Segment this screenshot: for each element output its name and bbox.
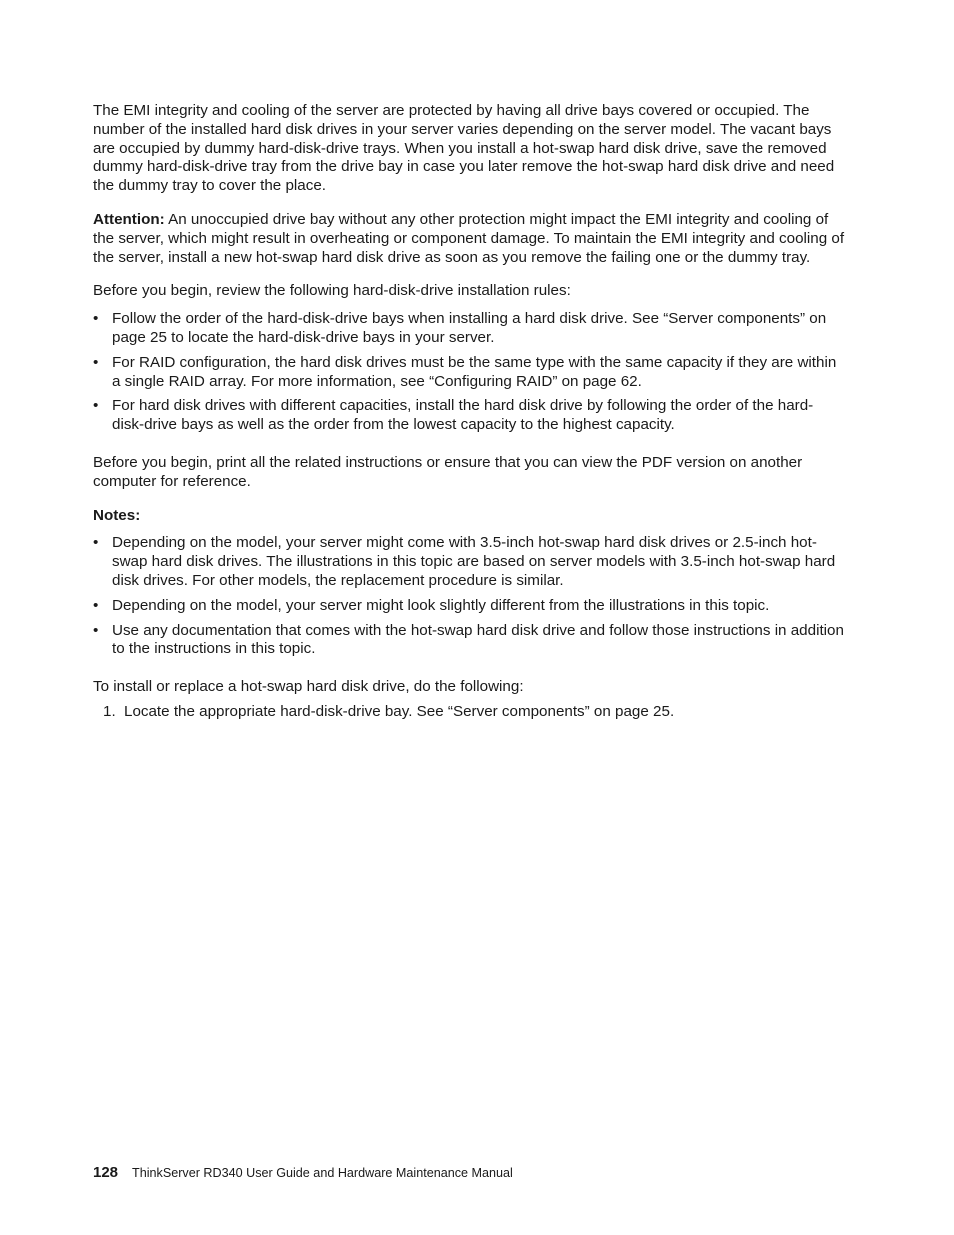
list-item-text: Depending on the model, your server might come with 3.5-inch hot-swap hard disk drives or 2.5-inch hot-swap hard disk drives. The illustrations in this topic are based on server models with 3.5-inch hot-swap hard disk drives. For other models, the replacement procedure is similar. bbox=[112, 534, 836, 589]
attention-paragraph bbox=[93, 211, 845, 267]
list-item-text: For hard disk drives with different capacities, install the hard disk drive by following the order of the hard-disk-drive bays as well as the order from the lowest capacity to the highest capacity. bbox=[112, 397, 814, 434]
emi-paragraph: The EMI integrity and cooling of the server are protected by having all drive bays covered or occupied. The number of the installed hard disk drives in your server varies depending on the server model. The vacant bays are occupied by dummy hard-disk-drive trays. When you install a hot-swap hard disk drive, save the removed dummy hard-disk-drive tray from the drive bay in case you later remove the hot-swap hard disk drive and need the dummy tray to cover the place. bbox=[93, 102, 835, 195]
rules-list bbox=[93, 310, 845, 435]
bullet-icon: • bbox=[93, 596, 99, 614]
list-item bbox=[93, 354, 845, 392]
step-text: Locate the appropriate hard-disk-drive bay. See “Server components” on page 25. bbox=[124, 702, 675, 720]
bullet-icon: • bbox=[93, 534, 99, 552]
list-item-text: For RAID configuration, the hard disk drives must be the same type with the same capacity if they are within a single RAID array. For more information, see “Configuring RAID” on page 62. bbox=[112, 353, 837, 390]
notes-list bbox=[93, 534, 845, 659]
bullet-icon: • bbox=[93, 397, 99, 415]
print-paragraph: Before you begin, print all the related instructions or ensure that you can view the PDF version on another computer for reference. bbox=[93, 453, 803, 490]
step-item bbox=[93, 703, 845, 722]
manual-title: ThinkServer RD340 User Guide and Hardware Maintenance Manual bbox=[132, 1166, 513, 1180]
notes-heading: Notes: bbox=[93, 506, 141, 524]
page-footer bbox=[93, 1164, 513, 1182]
page-number: 128 bbox=[93, 1164, 119, 1181]
procedure-steps bbox=[93, 703, 845, 722]
attention-label: Attention: bbox=[93, 210, 165, 228]
list-item-text: Follow the order of the hard-disk-drive bays when installing a hard disk drive. See “Server components” on page 25 to locate the hard-disk-drive bays in your server. bbox=[112, 310, 827, 346]
attention-text: An unoccupied drive bay without any other protection might impact the EMI integrity and cooling of the server, which might result in overheating or component damage. To maintain the EMI integrity and cooling of the server, install a new hot-swap hard disk drive as soon as you remove the failing one or the dummy tray. bbox=[93, 210, 845, 266]
list-item bbox=[93, 534, 845, 590]
list-item bbox=[93, 597, 845, 616]
procedure-intro: To install or replace a hot-swap hard disk drive, do the following: bbox=[93, 678, 524, 696]
list-item bbox=[93, 397, 845, 435]
step-number: 1. bbox=[103, 702, 116, 720]
rules-intro: Before you begin, review the following hard-disk-drive installation rules: bbox=[93, 282, 571, 300]
list-item-text: Depending on the model, your server might look slightly different from the illustrations in this topic. bbox=[112, 596, 770, 614]
page-content bbox=[93, 102, 845, 722]
list-item bbox=[93, 622, 845, 660]
list-item-text: Use any documentation that comes with the hot-swap hard disk drive and follow those instructions in addition to the instructions in this topic. bbox=[112, 621, 844, 658]
bullet-icon: • bbox=[93, 621, 99, 639]
list-item bbox=[93, 310, 845, 348]
bullet-icon: • bbox=[93, 310, 99, 328]
bullet-icon: • bbox=[93, 353, 99, 371]
